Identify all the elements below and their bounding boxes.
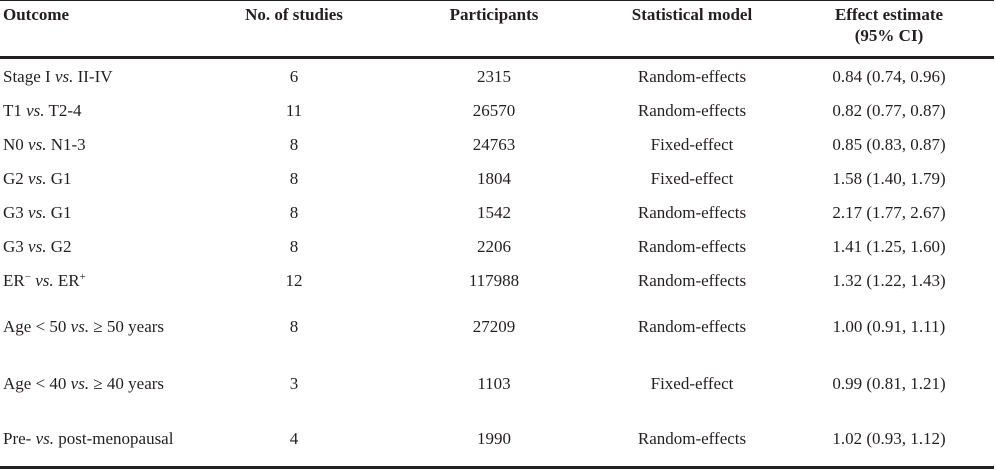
cell-effect: 0.85 (0.83, 0.87)	[832, 134, 946, 154]
table-row	[0, 127, 994, 161]
table-row	[0, 93, 994, 127]
outcome-text: T1 vs. T2-4	[3, 100, 82, 120]
cell-studies: 6	[289, 66, 299, 86]
cell-studies: 8	[289, 236, 299, 256]
cell-model: Random-effects	[637, 236, 747, 256]
outcome-text: G3 vs. G2	[3, 236, 72, 256]
cell-effect: 1.32 (1.22, 1.43)	[832, 270, 946, 290]
outcome-text: ER− vs. ER+	[3, 270, 86, 290]
header-participants: Participants	[449, 5, 539, 24]
header-effect-line2: (95% CI)	[854, 26, 924, 45]
header-outcome: Outcome	[3, 5, 70, 24]
header-effect-line1: Effect estimate	[834, 5, 944, 24]
cell-studies: 11	[285, 100, 303, 120]
cell-effect: 1.41 (1.25, 1.60)	[832, 236, 946, 256]
header-studies: No. of studies	[245, 5, 343, 24]
cell-studies: 4	[289, 429, 299, 448]
cell-studies: 8	[289, 168, 299, 188]
cell-outcome	[3, 263, 193, 297]
cell-studies: 8	[289, 134, 299, 154]
cell-studies: 3	[289, 373, 299, 393]
cell-outcome	[3, 411, 193, 466]
cell-participants: 117988	[468, 270, 520, 290]
table-row	[0, 297, 994, 355]
cell-participants: 24763	[472, 134, 516, 154]
cell-outcome	[3, 297, 193, 355]
cell-model: Fixed-effect	[650, 373, 734, 393]
cell-outcome	[3, 355, 193, 411]
header-effect	[789, 4, 989, 46]
cell-outcome	[3, 229, 193, 263]
cell-model: Fixed-effect	[650, 168, 734, 188]
table-row	[0, 161, 994, 195]
table-bottom-rule	[0, 466, 994, 469]
cell-participants: 2315	[477, 66, 511, 86]
table-row	[0, 59, 994, 93]
cell-participants: 1542	[477, 202, 511, 222]
cell-effect: 0.99 (0.81, 1.21)	[832, 373, 946, 393]
cell-participants: 2206	[477, 236, 511, 256]
cell-model: Random-effects	[637, 316, 747, 336]
table-row	[0, 229, 994, 263]
outcome-text: Stage I vs. II-IV	[3, 66, 113, 86]
cell-studies: 8	[289, 202, 299, 222]
table-row	[0, 263, 994, 297]
cell-outcome	[3, 59, 193, 93]
cell-participants: 1804	[477, 168, 511, 188]
cell-effect: 1.00 (0.91, 1.11)	[832, 316, 946, 336]
cell-studies: 8	[289, 316, 299, 336]
cell-participants: 27209	[472, 316, 516, 336]
cell-outcome	[3, 161, 193, 195]
cell-model: Fixed-effect	[650, 134, 734, 154]
outcome-text: G2 vs. G1	[3, 168, 72, 188]
cell-model: Random-effects	[637, 66, 747, 86]
cell-outcome	[3, 127, 193, 161]
cell-outcome	[3, 93, 193, 127]
table-row	[0, 195, 994, 229]
cell-model: Random-effects	[637, 202, 747, 222]
cell-effect: 1.58 (1.40, 1.79)	[832, 168, 946, 188]
cell-participants: 1103	[477, 373, 511, 393]
table-row	[0, 355, 994, 411]
header-model: Statistical model	[631, 5, 753, 24]
cell-model: Random-effects	[637, 100, 747, 120]
cell-model: Random-effects	[637, 429, 747, 448]
outcome-text: Age < 50 vs. ≥ 50 years	[3, 316, 165, 336]
outcome-text: Age < 40 vs. ≥ 40 years	[3, 373, 165, 393]
table-top-rule	[0, 0, 994, 1]
cell-studies: 12	[285, 270, 303, 290]
outcome-text: Pre- vs. post-menopausal	[3, 429, 174, 448]
outcome-text: G3 vs. G1	[3, 202, 72, 222]
cell-effect: 2.17 (1.77, 2.67)	[832, 202, 946, 222]
cell-effect: 0.82 (0.77, 0.87)	[832, 100, 946, 120]
cell-model: Random-effects	[637, 270, 747, 290]
outcome-text: N0 vs. N1-3	[3, 134, 86, 154]
table-row	[0, 411, 994, 466]
cell-participants: 26570	[472, 100, 516, 120]
cell-outcome	[3, 195, 193, 229]
cell-effect: 0.84 (0.74, 0.96)	[832, 66, 946, 86]
cell-effect: 1.02 (0.93, 1.12)	[832, 429, 946, 448]
cell-participants: 1990	[477, 429, 511, 448]
